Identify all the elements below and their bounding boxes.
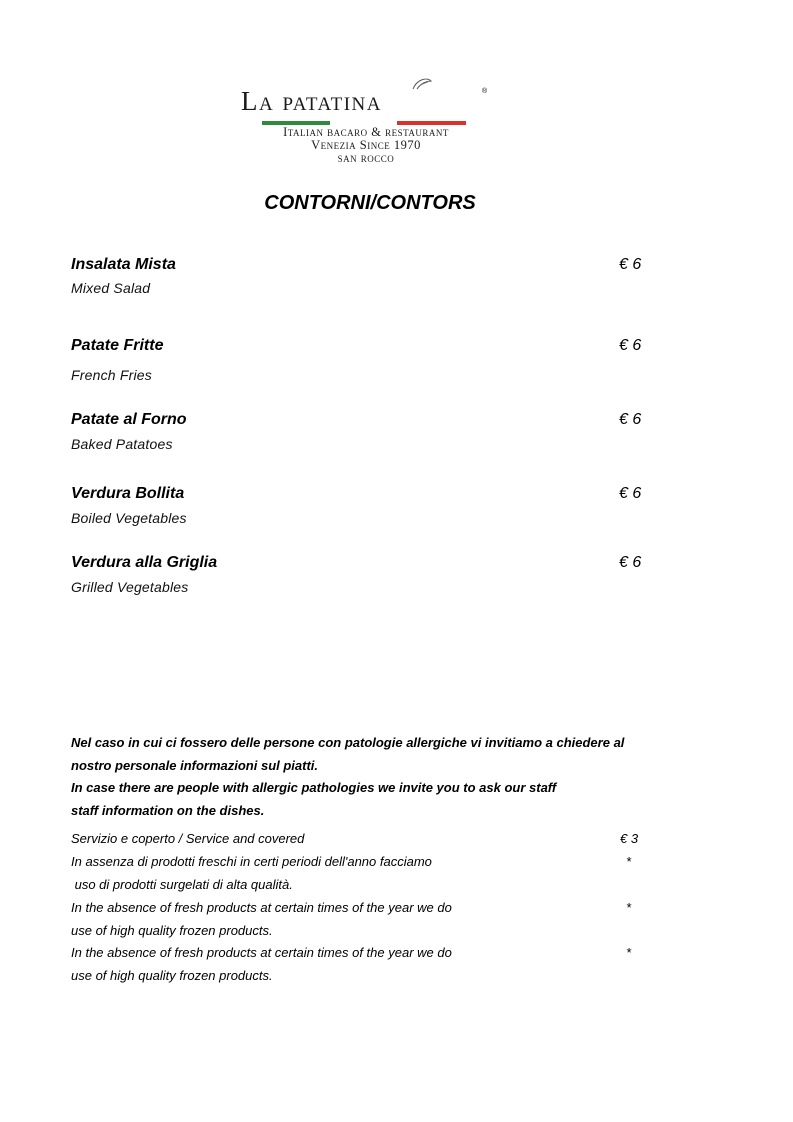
item-price: € 6 [619,485,642,502]
item-english-name: Grilled Vegetables [71,579,189,595]
allergy-note-line: staff information on the dishes. [71,803,265,818]
item-english-name: French Fries [71,367,152,383]
frozen-note-line: use of high quality frozen products. [71,968,273,983]
item-price: € 6 [619,554,642,571]
service-price: € 3 [620,831,639,846]
logo-tagline: Italian bacaro & restaurant [283,125,449,139]
item-price: € 6 [619,256,642,273]
logo-location: Venezia Since 1970 [311,138,421,152]
item-name: Patate al Forno [71,411,187,428]
frozen-note-mark: * [626,900,632,915]
item-english-name: Mixed Salad [71,280,151,296]
allergy-note-line: In case there are people with allergic pathologies we invite you to ask our staff [71,780,557,795]
registered-mark: ® [482,88,488,95]
frozen-note-line: use of high quality frozen products. [71,923,273,938]
service-label: Servizio e coperto / Service and covered [71,831,305,846]
item-name: Verdura alla Griglia [71,554,218,571]
item-name: Verdura Bollita [71,485,185,502]
frozen-note-line: In the absence of fresh products at certain times of the year we do [71,900,452,915]
allergy-note-line: nostro personale informazioni sul piatti. [71,758,319,773]
logo-name: La patatina [241,86,382,116]
item-price: € 6 [619,337,642,354]
frozen-note-mark: * [626,945,632,960]
item-name: Patate Fritte [71,337,164,354]
item-price: € 6 [619,411,642,428]
frozen-note-mark: * [626,854,632,869]
logo-district: san rocco [337,151,395,165]
item-english-name: Baked Patatoes [71,436,173,452]
frozen-note-line: uso di prodotti surgelati di alta qualità. [71,877,293,892]
item-name: Insalata Mista [71,256,176,273]
frozen-note-line: In the absence of fresh products at certain times of the year we do [71,945,452,960]
item-english-name: Boiled Vegetables [71,510,187,526]
page-title: CONTORNI/CONTORS [264,192,476,214]
frozen-note-line: In assenza di prodotti freschi in certi periodi dell'anno facciamo [71,854,432,869]
allergy-note-line: Nel caso in cui ci fossero delle persone con patologie allergiche vi invitiamo a chiedere al [71,735,625,750]
